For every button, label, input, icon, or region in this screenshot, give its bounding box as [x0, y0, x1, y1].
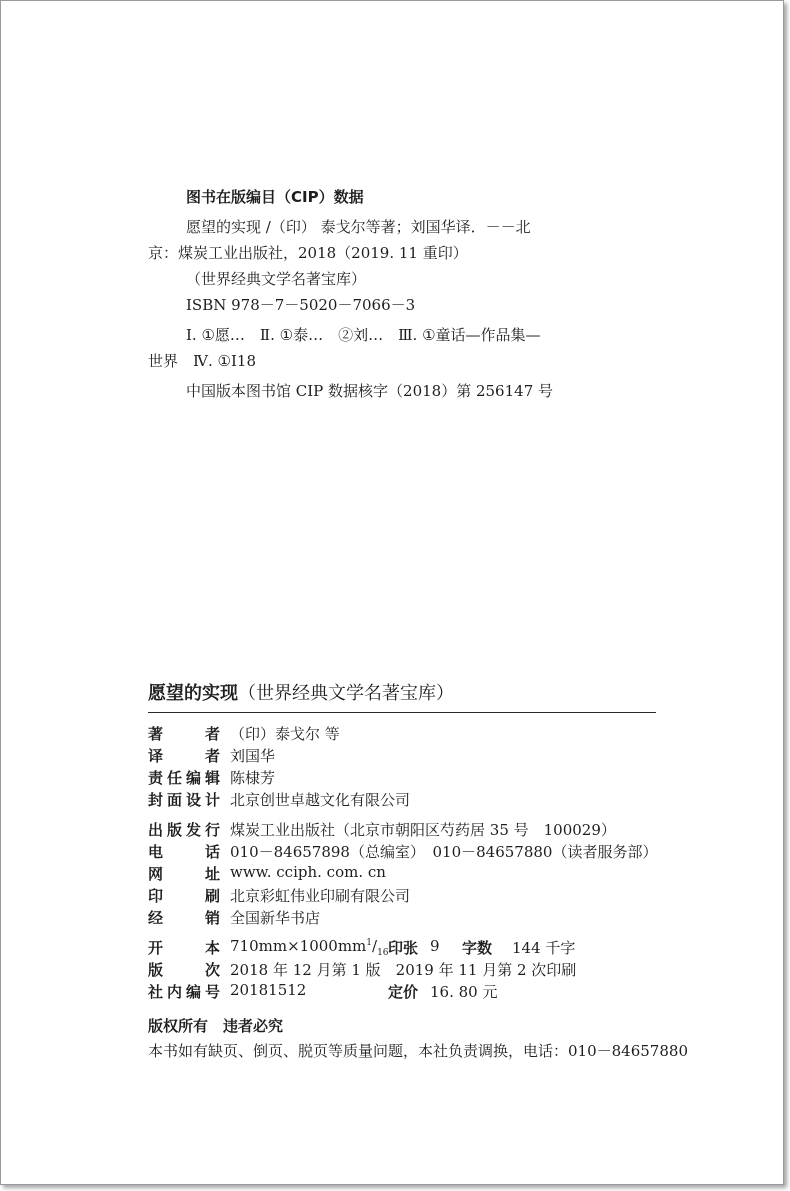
cip-line-1: 愿望的实现 /（印） 泰戈尔等著；刘国华译．－－北 [186, 218, 531, 236]
spec-words-value: 144 千字 [512, 939, 576, 957]
credit-value: 陈棣芳 [230, 769, 276, 787]
pub-value: www. cciph. com. cn [230, 863, 386, 881]
pub-label: 电 话 [148, 843, 220, 861]
pub-label: 经 销 [148, 909, 220, 927]
pub-phone [148, 841, 658, 863]
credit-author [148, 723, 340, 745]
credit-label: 译 者 [148, 747, 220, 765]
rights-notice: 本书如有缺页、倒页、脱页等质量问题，本社负责调换，电话：010－84657880 [148, 1042, 688, 1060]
book-series: （世界经典文学名著宝库） [238, 683, 454, 704]
spec-code-value: 20181512 [230, 981, 307, 999]
cip-line-6: 世界 Ⅳ. ①I18 [148, 352, 256, 370]
spec-format-row [148, 937, 668, 959]
spec-price-label: 定价 [388, 983, 419, 1001]
credit-value: 刘国华 [230, 747, 276, 765]
credit-editor [148, 767, 276, 789]
pub-value: 全国新华书店 [230, 909, 321, 927]
spec-words-label: 字数 [462, 939, 493, 957]
spec-edition-value: 2018 年 12 月第 1 版 2019 年 11 月第 2 次印刷 [230, 961, 577, 979]
book-title-line [148, 679, 454, 705]
credit-label: 责任编辑 [148, 769, 220, 787]
cip-line-7: 中国版本图书馆 CIP 数据核字（2018）第 256147 号 [186, 382, 554, 400]
spec-edition-row [148, 959, 577, 981]
pub-label: 网 址 [148, 865, 220, 883]
pub-website [148, 863, 386, 885]
rights-statement: 版权所有 违者必究 [148, 1017, 284, 1035]
spec-sheets-value: 9 [430, 937, 440, 955]
spec-code-row [148, 981, 548, 1003]
pub-value: 煤炭工业出版社（北京市朝阳区芍药居 35 号 100029） [230, 821, 616, 839]
title-divider [148, 712, 656, 713]
spec-code-label: 社内编号 [148, 983, 220, 1001]
spec-sheets-label: 印张 [388, 939, 419, 957]
spec-format-sub: 16 [377, 948, 389, 958]
credit-label: 封面设计 [148, 791, 220, 809]
spec-edition-label: 版 次 [148, 961, 220, 979]
pub-distributor [148, 907, 321, 929]
cip-heading: 图书在版编目（CIP）数据 [186, 188, 364, 206]
credit-cover-design [148, 789, 411, 811]
pub-publisher [148, 819, 616, 841]
spec-price-value: 16. 80 元 [430, 983, 498, 1001]
pub-label: 出版发行 [148, 821, 220, 839]
pub-value: 010－84657898（总编室） 010－84657880（读者服务部） [230, 843, 658, 861]
spec-format-value: $710mm\times 1000mm^1/_{16}$ [230, 937, 389, 958]
credit-value: 北京创世卓越文化有限公司 [230, 791, 411, 809]
spec-format-sup: 1 [366, 938, 373, 948]
credit-translator [148, 745, 276, 767]
spec-format-label: 开 本 [148, 939, 220, 957]
credit-value: （印）泰戈尔 等 [230, 725, 340, 743]
credit-label: 著 者 [148, 725, 220, 743]
cip-line-2: 京：煤炭工业出版社，2018（2019. 11 重印） [148, 244, 468, 262]
pub-printer [148, 885, 411, 907]
cip-line-4: ISBN 978－7－5020－7066－3 [186, 296, 416, 314]
book-title: 愿望的实现 [148, 683, 238, 704]
pub-label: 印 刷 [148, 887, 220, 905]
pub-value: 北京彩虹伟业印刷有限公司 [230, 887, 411, 905]
cip-line-3: （世界经典文学名著宝库） [186, 270, 367, 288]
cip-line-5: Ⅰ. ①愿… Ⅱ. ①泰… ②刘… Ⅲ. ①童话—作品集— [186, 326, 541, 344]
